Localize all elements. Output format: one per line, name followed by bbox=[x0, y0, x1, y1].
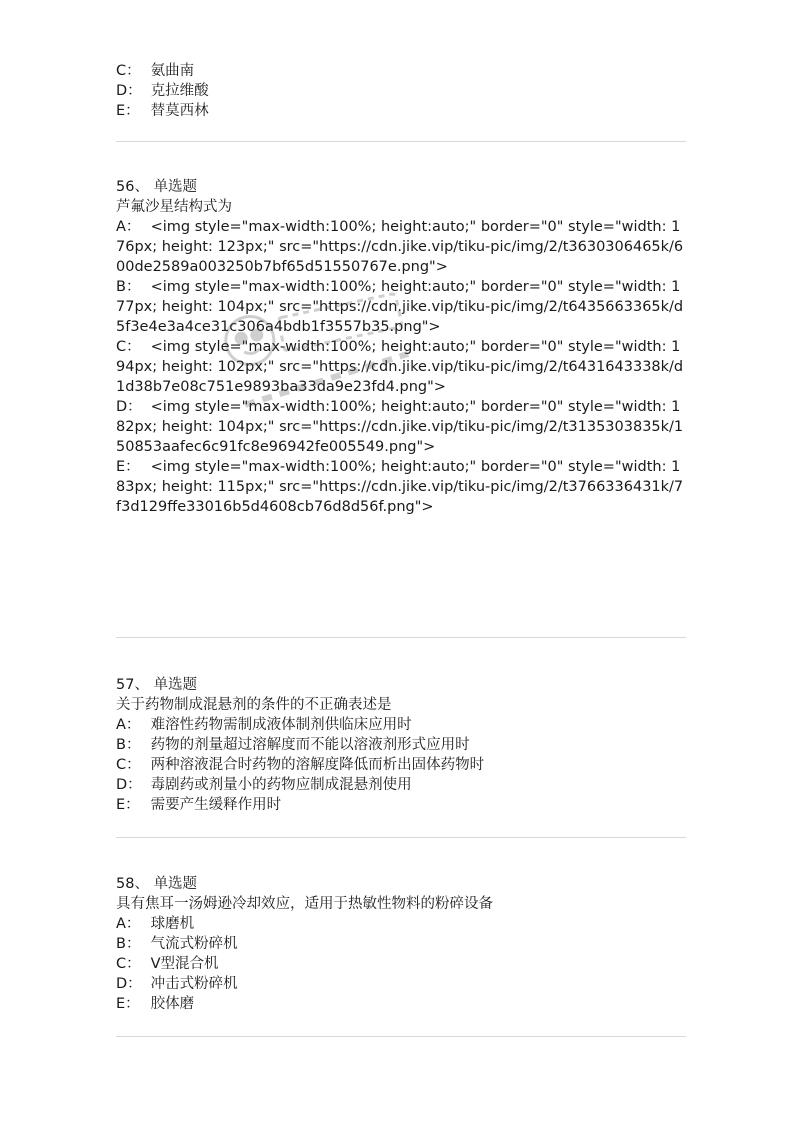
option-c: C： <img style="max-width:100%; height:auto;" border="0" style="width: 194px; height: 102px;" src="https://cdn.jike.vip/tiku-pic/img/2/t6431643338k/d1d38b7e08c751e9893ba33da9e23fd4.png"> bbox=[116, 339, 684, 395]
option-d: D： 毒剧药或剂量小的药物应制成混悬剂使用 bbox=[116, 777, 412, 793]
option-c: C： V型混合机 bbox=[116, 956, 219, 972]
question-header bbox=[116, 177, 686, 197]
option-d: D： 冲击式粉碎机 bbox=[116, 976, 238, 992]
question-type: 单选题 bbox=[153, 677, 198, 693]
option-e: E： 需要产生缓释作用时 bbox=[116, 797, 282, 813]
question-type: 单选题 bbox=[153, 179, 198, 195]
question-57 bbox=[116, 675, 686, 815]
question-56 bbox=[116, 177, 686, 517]
question-number: 57、 bbox=[116, 677, 149, 693]
question-number: 58、 bbox=[116, 876, 149, 892]
question-stem: 芦氟沙星结构式为 bbox=[116, 199, 232, 215]
option-c: C： 氨曲南 bbox=[116, 63, 195, 79]
question-type: 单选题 bbox=[153, 876, 198, 892]
option-a: A： <img style="max-width:100%; height:auto;" border="0" style="width: 176px; height: 123px;" src="https://cdn.jike.vip/tiku-pic/img/2/t3630306465k/600de2589a003250b7bf65d51550767e.png"> bbox=[116, 219, 684, 275]
question-header bbox=[116, 874, 686, 894]
option-e: E： 胶体磨 bbox=[116, 996, 195, 1012]
option-c: C： 两种溶液混合时药物的溶解度降低而析出固体药物时 bbox=[116, 757, 485, 773]
option-b: B： 气流式粉碎机 bbox=[116, 936, 238, 952]
divider bbox=[116, 141, 686, 142]
option-a: A： 难溶性药物需制成液体制剂供临床应用时 bbox=[116, 717, 412, 733]
divider bbox=[116, 637, 686, 638]
question-58 bbox=[116, 874, 686, 1014]
divider bbox=[116, 837, 686, 838]
option-d: D： <img style="max-width:100%; height:auto;" border="0" style="width: 182px; height: 104px;" src="https://cdn.jike.vip/tiku-pic/img/2/t3135303835k/150853aafec6c91fc8e96942fe005549.png"> bbox=[116, 399, 684, 455]
question-number: 56、 bbox=[116, 179, 149, 195]
question-stem: 关于药物制成混悬剂的条件的不正确表述是 bbox=[116, 697, 392, 713]
divider bbox=[116, 1036, 686, 1037]
q55-tail-options bbox=[116, 61, 686, 121]
option-b: B： <img style="max-width:100%; height:auto;" border="0" style="width: 177px; height: 104px;" src="https://cdn.jike.vip/tiku-pic/img/2/t6435663365k/d5f3e4e3a4ce31c306a4bdb1f3557b35.png"> bbox=[116, 279, 684, 335]
question-stem: 具有焦耳一汤姆逊冷却效应，适用于热敏性物料的粉碎设备 bbox=[116, 896, 493, 912]
option-e: E： 替莫西林 bbox=[116, 103, 209, 119]
option-d: D： 克拉维酸 bbox=[116, 83, 209, 99]
question-header bbox=[116, 675, 686, 695]
option-e: E： <img style="max-width:100%; height:auto;" border="0" style="width: 183px; height: 115px;" src="https://cdn.jike.vip/tiku-pic/img/2/t3766336431k/7f3d129ffe33016b5d4608cb76d8d56f.png"> bbox=[116, 459, 684, 515]
option-b: B： 药物的剂量超过溶解度而不能以溶液剂形式应用时 bbox=[116, 737, 470, 753]
option-a: A： 球磨机 bbox=[116, 916, 195, 932]
